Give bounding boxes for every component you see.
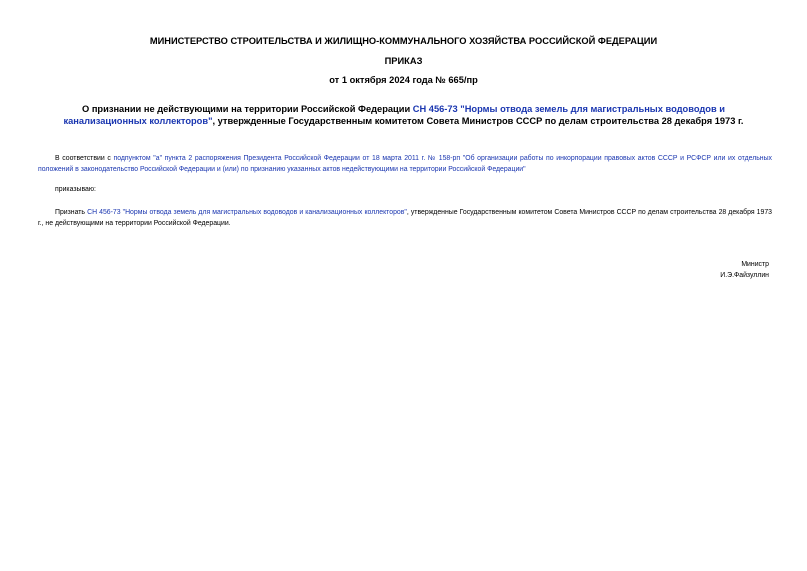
paragraph-decision-start: Признать: [55, 209, 88, 216]
link-sn-456-73[interactable]: СН 456-73 "Нормы отвода земель для магистральных водоводов и канализационных коллекторов": [87, 209, 407, 216]
signatory-role: Министр: [741, 261, 769, 268]
ministry-name: МИНИСТЕРСТВО СТРОИТЕЛЬСТВА И ЖИЛИЩНО-КОММУНАЛЬНОГО ХОЗЯЙСТВА РОССИЙСКОЙ ФЕДЕРАЦИИ: [149, 36, 658, 46]
paragraph-order: приказываю:: [55, 186, 96, 193]
title-text-start: О признании не действующими на территории Российской Федерации: [82, 104, 413, 114]
document-title: [50, 104, 757, 127]
paragraph-decision: [38, 207, 772, 229]
document-type: ПРИКАЗ: [384, 56, 423, 66]
link-presidential-order[interactable]: подпунктом "а" пункта 2 распоряжения Президента Российской Федерации от 18 марта 2011 г. № 158-рп "Об организации работы по инкорпорации правовых актов СССР и РСФСР или их отдельных положений в законодательство Российской Федерации и (или) по признанию указанных актов недействующими на территории Российской Федерации": [38, 155, 773, 173]
paragraph-decision-end: , утвержденные Государственным комитетом Совета Министров СССР по делам строительства 28 декабря 1973 г., не действующими на территории Российской Федерации.: [38, 209, 772, 227]
title-text-end: , утвержденные Государственным комитетом Совета Министров СССР по делам строительства 28 декабря 1973 г.: [212, 115, 744, 126]
paragraph-basis: [38, 153, 772, 175]
paragraph-basis-start: В соответствии с: [55, 155, 114, 162]
order-date-number: от 1 октября 2024 года № 665/пр: [329, 75, 478, 85]
title-link-sn-456-73[interactable]: СН 456-73 "Нормы отвода земель для магистральных водоводов и канализационных коллекторов": [63, 104, 725, 126]
signatory-name: И.Э.Файзуллин: [720, 272, 769, 279]
